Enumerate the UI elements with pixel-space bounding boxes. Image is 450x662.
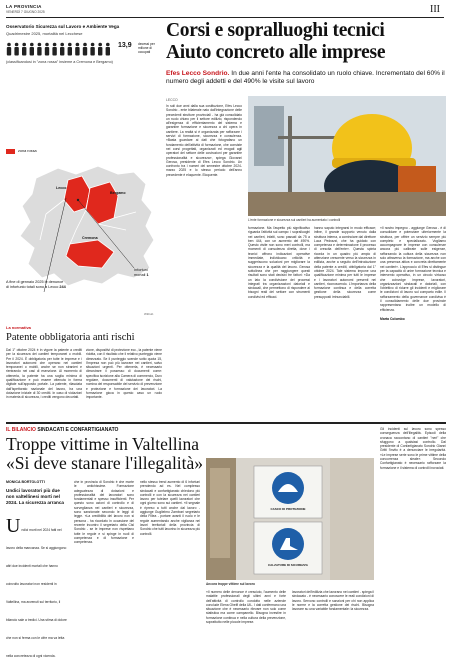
page-number: III [430,4,440,15]
injuries-label: A fine di gennaio 2025 le denunce di infortunio totali sono a Lecco [6,280,64,289]
sign-2-label: CALZATURE DI SICUREZZA [268,563,308,567]
headline-line-2: Aiuto concreto alle imprese [166,42,386,63]
person-icon [22,43,26,56]
section-divider [6,422,446,424]
lombardy-map [6,160,160,320]
sidebar-col-2: zione, dispositivi di protezione ecc., la patente viene ridotta, con il risultato che il relativo punteggio viene dimezzato. Se il punteggio scende sotto quota 15, l'impresa non può più lavorare nei cantieri, salvo situazioni urgenti. Per ottenerla, è necessario dimostrare il possesso di documenti come: specifica iscrizione alla Camera di commercio, Durc regolare, documenti di valutazione dei rischi, nomina del responsabile del servizio di prevenzione e protezione e formazione dei lavoratori. La formazione gioca in questo caso un ruolo importante. [86,348,162,400]
sidebar-tag: La normativa [6,325,31,330]
person-icon [75,43,79,56]
article-col-2: formazione. Ma l'aspetto più significativo riguarda l'attività sul campo: i sopralluoghi nei cantieri, infatti, sono passati da 75 a ben 444, con un aumento del 490%. Questo visite non sono meri controlli, ma momenti di consulenza diretta, dove i tecnici offrono indicazioni operative immediate, individuano criticità e suggeriscono soluzioni per migliorare la sicurezza e la qualità del lavoro. Gerosa sottolinea che per raggiungere questi risultati sono stati decisivi tre fattori: «Da un lato la condivisione dei processi integrati tra organizzazioni datoriali e sindacali, che permettono di rispondere ai bisogni reali del settore con strumenti condivisi ed efficaci. [248,226,310,299]
safety-signs-photo [206,458,374,580]
photo-caption: L'ente formazione e sicurezza sui cantieri ha aumentato i controlli [248,218,341,222]
masthead-divider [6,17,444,18]
article-col-3: hanno saputo integrarsi in modo efficace; infine, il grande supporto venuto dalla struttura interna, a cominciare dal direttore Luca Pedrazzi, che ha guidato con competenza e determinazione il processo di crescita dell'ente». Questa spinta ricorda in un quadro più ampio di attenzione crescente verso la sicurezza in edilizia, anche a seguito dell'introduzione della patente a crediti, obbligatoria dal 1° ottobre 2024. Tale sistema impone una qualificazione minima per tutti le imprese e i lavoratori autonomi presenti nei cantieri, riconoscendo. L'importanza della formazione continua e della corretta gestione della sicurezza come presupposti irrinunciabili. [314,226,376,299]
headline-line-1: Corsi e sopralluoghi tecnici [166,20,385,41]
bottom-headline-line-1: Troppe vittime in Valtellina [6,434,199,454]
infographic [6,20,160,322]
worker-photo [248,96,446,216]
person-icon [7,43,11,56]
bottom-col-6: Gli incidenti sul lavoro sono spesso conseguenza dell'illegalità. Episodi della cronaca raccontano di cantieri "neri" che sfuggono a qualsiasi controllo. Dal presidente di Confartigianato Sondrio Gianni Gritti l'invito è a denunciare le irregolarità. «Le imprese serie sono le prime vittime della concorrenza sleale». Secondo Confartigianato è necessario rafforzare la formazione e il sistema di controlli incrociati. [380,427,446,470]
bottom-kicker [6,427,118,433]
bottom-col-3: nello stesso trend aumento di 6 infortuni prendendo ad es. Nel complesso sindacati e confartigianato chiedono più controlli e con la sicurezza nei cantieri lavoro per tutelare quelli lavoratori che ogni giorno sono sui cantieri. «Il segnale è ripreso a tutti anche dal lavoro - aggiunge Guglielmo Zamboni segretario della Fillea - portare avanti il ruolo e le regole aumentando anche vigilanza nei lavori territoriali della provincia di Sondrio che tutti lavorino in sicurezza più controlli. [140,480,200,536]
person-icon [52,43,56,56]
kicker-tag: IL BILANCIO [6,427,36,433]
people-icons-row [6,42,114,56]
stat-label: decessi per milione di occupati [138,42,155,54]
person-icon [98,43,102,56]
bottom-summary: Undici lavoratori più due non valtellinesi morti nel 2024. La sicurezza arranca [6,488,64,505]
bottom-col-2: che in provincia di Sondrio è che morte le antichissime. Formazione adeguatezza di dotazioni e professionalità dei lavoratori sono fondamentali e spesso insufficienti. Per questo sono azioni di controllo e di sorveglianza nei cantieri e sicurezza, sono sanzionate secondo le leggi di legge. «La credibilità del lavoro non si persona - ha ricordato in occasione del recente incontro il segretario della Cisl Sondrio - se le imprese non rispettano tutte le regole e si spinge in ruoli di competenza e di formazione e competenza. [74,480,134,545]
infographic-title: Osservatorio Sicurezza sul Lavoro e Ambiente Vega [6,24,120,29]
city-label-lecco: Lecco [56,186,67,190]
deaths-value: 1 [146,273,149,277]
main-headline [166,20,446,64]
article-col-1: In soli due anni dalla sua costituzione, Efes Lecco Sondrio - ente bilaterale nato dall'integrazione delle precedenti strutture provinciali - ha già consolidato un ruolo chiaro per il settore edilizio, rispondendo all'esigenza di efficientamento del sistema e garantire formazione e sicurezza a chi opera in cantiere. La realtà si è organizzata per rafforzare i servizi di formazione, sicurezza e consulenza. «Basta guardare ai dati che fotografano un fondamento dell'attività di formazione, che consiste nei corsi progettati, organizzati ed erogati agli operatori del settore delle costruzioni per garantire professionalità e sicurezza», spiega Giovanni Gerosa, presidente di Efes Lecco Sondrio. Un confronto tra i numeri del semestre ottobre 2024-marzo 2025 e lo stesso periodo dell'anno precedente è eloquente. Eloquente. [166,104,242,177]
infographic-source: Withub [144,312,154,316]
sidebar-title: Patente obbligatoria anti rischi [6,332,135,343]
article-signature: Marta Colombo [380,317,405,321]
signs-illustration [206,458,374,580]
person-icon [14,43,18,56]
classification-note: (classificandosi in "zona rossa" insieme a Cremona e Bergamo) [6,60,113,64]
masthead [6,4,444,18]
person-icon [37,43,41,56]
subtitle-text: In due anni l'ente ha consolidato un ruolo chiave. Incrementato del 60% il numero degli addetti e del 490% le visite sul lavoro [166,70,445,85]
deaths-box [134,268,160,278]
bottom-col-1-wrap [6,515,68,658]
city-label-cremona: Cremona [82,236,98,240]
sidebar-col-1: Dal 1° ottobre 2024 è in vigore la patente a crediti per la sicurezza dei cantieri temporanei o mobili. Per il 2024. È obbligatoria per tutte le imprese e i lavoratori autonomi che operano nei cantieri temporanei o mobili, anche se non stranieri e rientrando nei casi di esenzione. Al momento di ottenerla, la patente ha una soglia minima di qualificazione e può essere ottenuta in forma digitale sull'apposito portale. La patente, rilasciata dall'Ispettorato nazionale del lavoro, ha una dotazione iniziale di 30 crediti. In caso di violazioni in materia di sicurezza, i crediti vengono decurtati. [6,348,82,400]
person-icon [30,43,34,56]
bottom-author: MONICA BORTOLOTTI [6,480,45,484]
person-icon [106,43,110,56]
newspaper-name: LA PROVINCIA [6,4,42,9]
person-icon [60,43,64,56]
issue-date: VENERDÌ 7 GIUGNO 2025 [6,10,45,14]
stat-value: 13,9 [118,42,132,49]
headline-subtitle [166,70,446,86]
infographic-subtitle: Quadrimestre 2025, mortalità nel Lecchese [6,31,83,36]
subtitle-red: Efes Lecco Sondrio. [166,70,230,77]
article-byline: LECCO [166,98,178,102]
injuries-text [6,280,66,290]
bottom-col-1: ndici morti nel 2024 fatti nel lavoro della mancanza. Se si aggiungono altri due incidenti mortali che hanno coinvolto lavoratori non residenti in Valtellina, ma avvenuti sul territorio, il bilancio sale a tredici. Una stima di dolore che non si ferma con le cifre ma va letta nella concretezza di ogni vicenda. [6,528,67,658]
sign-1-label: CASCO DI PROTEZIONE [270,507,306,511]
kicker-text: SINDACATI E CONFARTIGIANATO [37,427,119,433]
photo-illustration [248,96,446,216]
bottom-col-5: lavoratori dell'edilizia che lavorano nei cantieri - spiega il sindacato - è necessario conoscere le reali condizioni di lavoro. Servono controlli e sanzioni per chi non applica le norme e la corretta gestione dei rischi. Bisogna lavorare su una variabile fondamentale: la sicurezza. [292,590,374,612]
person-icon [83,43,87,56]
person-icon [68,43,72,56]
injuries-value: 244 [59,285,66,289]
city-label-bergamo: Bergamo [110,191,126,195]
legend-swatch [6,149,15,154]
legend-label: zona rossa [18,149,37,153]
deaths-label: Infortuni mortali [134,268,148,277]
signs-photo-caption: Ancora troppe vittime sul lavoro [206,582,255,586]
pointer-dot [77,199,79,201]
article-col-4: «Il nostro impegno - aggiunge Gerosa - è di consolidare e potenziare ulteriormente la struttura, per offrire un servizio sempre più completo e specializzato. Vogliamo accompagnare le imprese con consulenze ancora più calibrate sulle esigenze, rafforzando la cultura della sicurezza non solo attraverso la formazione, ma anche con una presenza attiva e concreta direttamente nei cantieri». L'approccio di Efes si distingue per la capacità di unire formazione tecnica e intervento operativo, in un circolo virtuoso che coinvolge imprese, lavoratori, organizzazioni sindacali e datoriali, con l'obiettivo di ridurre gli incidenti e migliorare le condizioni di lavoro sul comparto edile. Il rafforzamento della governance condivisa è il consolidamento delle due provincie rappresentano inoltre un modello di efficienza. [380,226,446,312]
bottom-headline-line-2: «Si deve stanare l'illegalità» [6,453,204,473]
person-icon [90,43,94,56]
drop-cap: U [6,515,21,537]
person-icon [45,43,49,56]
bottom-col-4: «Il numero delle denunce è cresciuto, l'aumento delle malattie professionali degli ultimi anni e forte dell'attività di controllo condotto nelle aziende conclude Elena Ghelfi della UIL. I dati confermano una situazione che è necessario rilevare non solo come statistica ma come campanello. Bisogna investire in formazione continua e nella cultura della prevenzione, soprattutto nelle piccole imprese. [206,590,286,625]
